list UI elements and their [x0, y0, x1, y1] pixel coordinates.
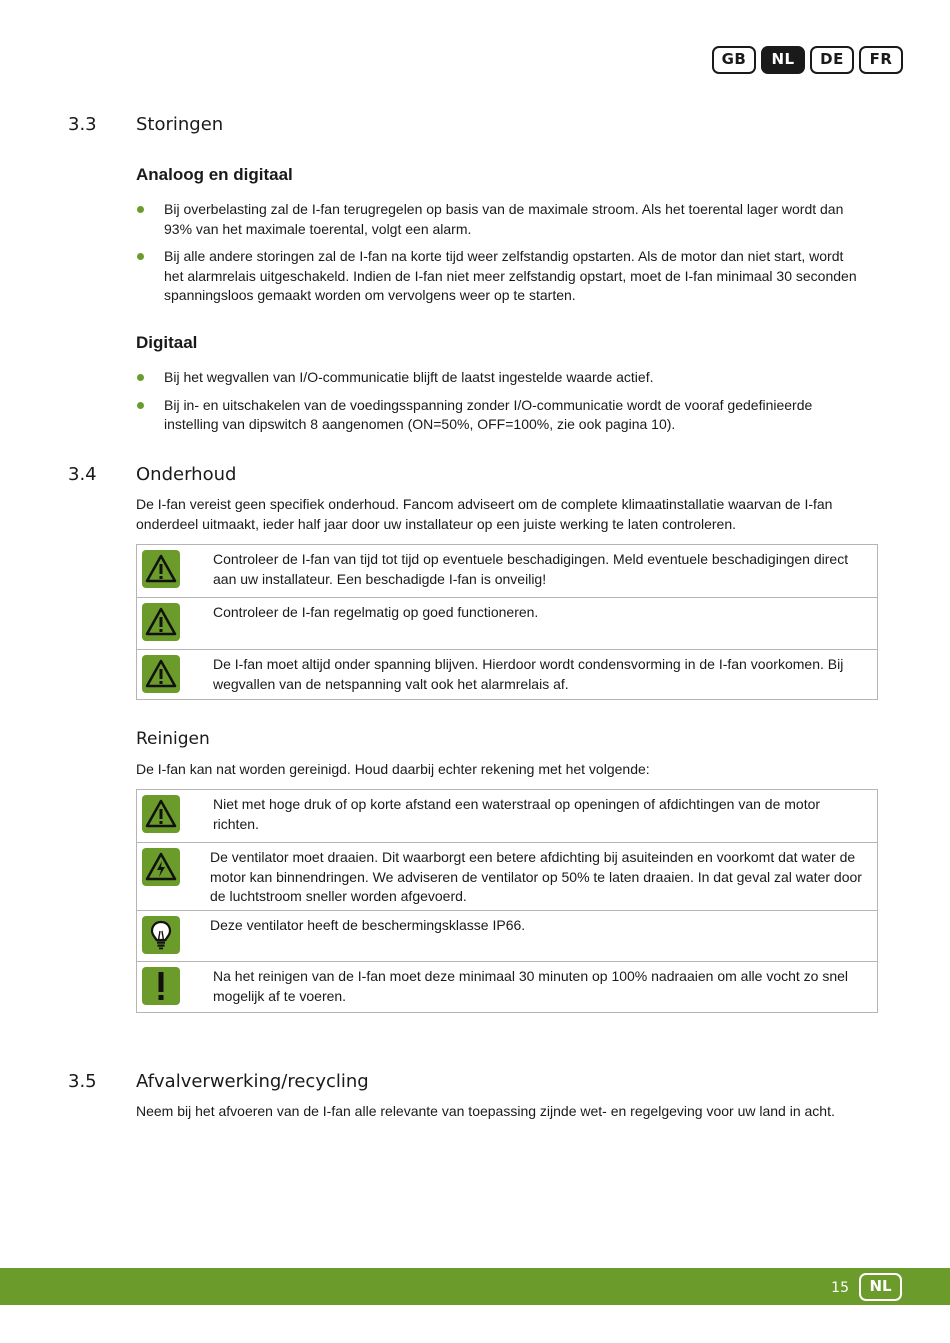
bullet-list	[136, 368, 866, 443]
bullet-list	[136, 200, 866, 314]
lang-tab-de[interactable]: DE	[810, 46, 854, 74]
list-item: Bij het wegvallen van I/O-communicatie blijft de laatst ingestelde waarde actief.	[136, 368, 866, 388]
subsection-title: Digitaal	[136, 333, 198, 352]
notice-row	[137, 597, 877, 649]
list-item: Bij overbelasting zal de I-fan terugregelen op basis van de maximale stroom. Als het toerental lager wordt dan 93% van het maximale toerental, volgt een alarm.	[136, 200, 866, 239]
subsection-title: Reinigen	[136, 729, 210, 749]
notice-table	[136, 544, 878, 700]
notice-text: Na het reinigen van de I-fan moet deze minimaal 30 minuten op 100% nadraaien om alle vocht zo snel mogelijk af te voeren.	[213, 968, 849, 1004]
high-voltage-icon	[142, 848, 180, 886]
notice-row	[137, 910, 877, 961]
page-number: 15	[831, 1280, 849, 1296]
notice-text: Controleer de I-fan regelmatig op goed functioneren.	[213, 604, 539, 620]
notice-row	[137, 961, 877, 1012]
section-number: 3.3	[68, 114, 97, 135]
notice-row	[137, 545, 877, 597]
notice-text: De I-fan moet altijd onder spanning blijven. Hierdoor wordt condensvorming in de I-fan voorkomen. Bij wegvallen van de netspanning valt ook het alarmrelais af.	[213, 656, 844, 692]
bullet-icon	[137, 253, 144, 260]
warning-icon	[142, 550, 180, 588]
notice-text: De ventilator moet draaien. Dit waarborgt een betere afdichting bij asuiteinden en voorkomt dat water de motor kan binnendringen. We adviseren de ventilator op 50% te laten draaien. In dat geval zal water door de luchtstroom sneller worden afgevoerd.	[210, 849, 862, 904]
notice-table	[136, 789, 878, 1013]
lightbulb-icon	[142, 916, 180, 954]
lang-tab-gb[interactable]: GB	[712, 46, 756, 74]
warning-icon	[142, 603, 180, 641]
paragraph: De I-fan kan nat worden gereinigd. Houd daarbij echter rekening met het volgende:	[136, 761, 650, 777]
warning-icon	[142, 655, 180, 693]
notice-text: Niet met hoge druk of op korte afstand een waterstraal op openingen of afdichtingen van de motor richten.	[213, 796, 821, 832]
notice-row	[137, 790, 877, 842]
paragraph: De I-fan vereist geen specifiek onderhoud. Fancom adviseert om de complete klimaatinstallatie waarvan de I-fan onderdeel uitmaakt, ieder half jaar door uw installateur op een juiste werking te laten controleren.	[136, 496, 833, 532]
notice-text: Controleer de I-fan van tijd tot tijd op eventuele beschadigingen. Meld eventuele beschadigingen direct aan uw installateur. Een beschadigde I-fan is onveilig!	[213, 551, 849, 587]
subsection-title: Analoog en digitaal	[136, 165, 293, 184]
list-item: Bij in- en uitschakelen van de voedingsspanning zonder I/O-communicatie wordt de vooraf gedefinieerde instelling van dipswitch 8 aangenomen (ON=50%, OFF=100%, zie ook pagina 10).	[136, 396, 866, 435]
footer-bar	[0, 1268, 950, 1305]
section-number: 3.4	[68, 464, 97, 485]
list-item: Bij alle andere storingen zal de I-fan na korte tijd weer zelfstandig opstarten. Als de motor dan niet start, wordt het alarmrelais uitgeschakeld. Indien de I-fan niet meer zelfstandig opstart, moet de I-fan minimaal 30 seconden spanningsloos gemaakt worden om vervolgens weer op te starten.	[136, 247, 866, 306]
bullet-icon	[137, 402, 144, 409]
notice-row	[137, 842, 877, 910]
bullet-icon	[137, 206, 144, 213]
lang-tab-nl[interactable]: NL	[761, 46, 805, 74]
exclamation-icon	[142, 967, 180, 1005]
footer-language-badge: NL	[859, 1273, 902, 1301]
paragraph: Neem bij het afvoeren van de I-fan alle relevante van toepassing zijnde wet- en regelgeving voor uw land in acht.	[136, 1103, 835, 1119]
lang-tab-fr[interactable]: FR	[859, 46, 903, 74]
language-tabs	[712, 46, 903, 74]
notice-text: Deze ventilator heeft de beschermingsklasse IP66.	[210, 917, 526, 933]
section-title: Afvalverwerking/recycling	[136, 1071, 369, 1092]
warning-icon	[142, 795, 180, 833]
notice-row	[137, 649, 877, 699]
section-title: Storingen	[136, 114, 224, 135]
section-number: 3.5	[68, 1071, 97, 1092]
section-title: Onderhoud	[136, 464, 237, 485]
bullet-icon	[137, 374, 144, 381]
